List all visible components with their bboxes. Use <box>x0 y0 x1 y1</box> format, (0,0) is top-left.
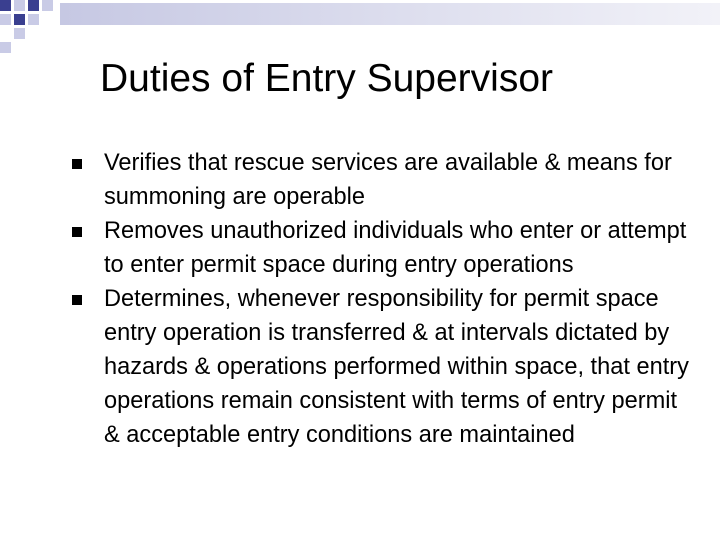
decor-square <box>0 42 11 53</box>
bullet-list <box>60 146 690 452</box>
square-bullet-icon <box>72 227 82 237</box>
decor-square <box>42 0 53 11</box>
decor-square <box>28 0 39 11</box>
bullet-item <box>60 282 690 452</box>
square-bullet-icon <box>72 295 82 305</box>
decor-square <box>28 14 39 25</box>
square-bullet-icon <box>72 159 82 169</box>
bullet-item <box>60 146 690 214</box>
decor-square <box>14 0 25 11</box>
decor-square <box>14 14 25 25</box>
bullet-item <box>60 214 690 282</box>
decor-square <box>0 0 11 11</box>
bullet-text: Verifies that rescue services are available & means for summoning are operable <box>104 150 672 210</box>
decor-square <box>14 28 25 39</box>
decor-square <box>0 14 11 25</box>
bullet-text: Determines, whenever responsibility for permit space entry operation is transferred & at intervals dictated by hazards & operations performed within space, that entry operations remain consistent with terms of entry permit & acceptable entry conditions are maintained <box>104 286 689 448</box>
slide-title: Duties of Entry Supervisor <box>100 57 554 100</box>
header-gradient-band <box>60 3 720 25</box>
header-decoration <box>0 0 720 60</box>
bullet-text: Removes unauthorized individuals who enter or attempt to enter permit space during entry operations <box>104 218 687 278</box>
